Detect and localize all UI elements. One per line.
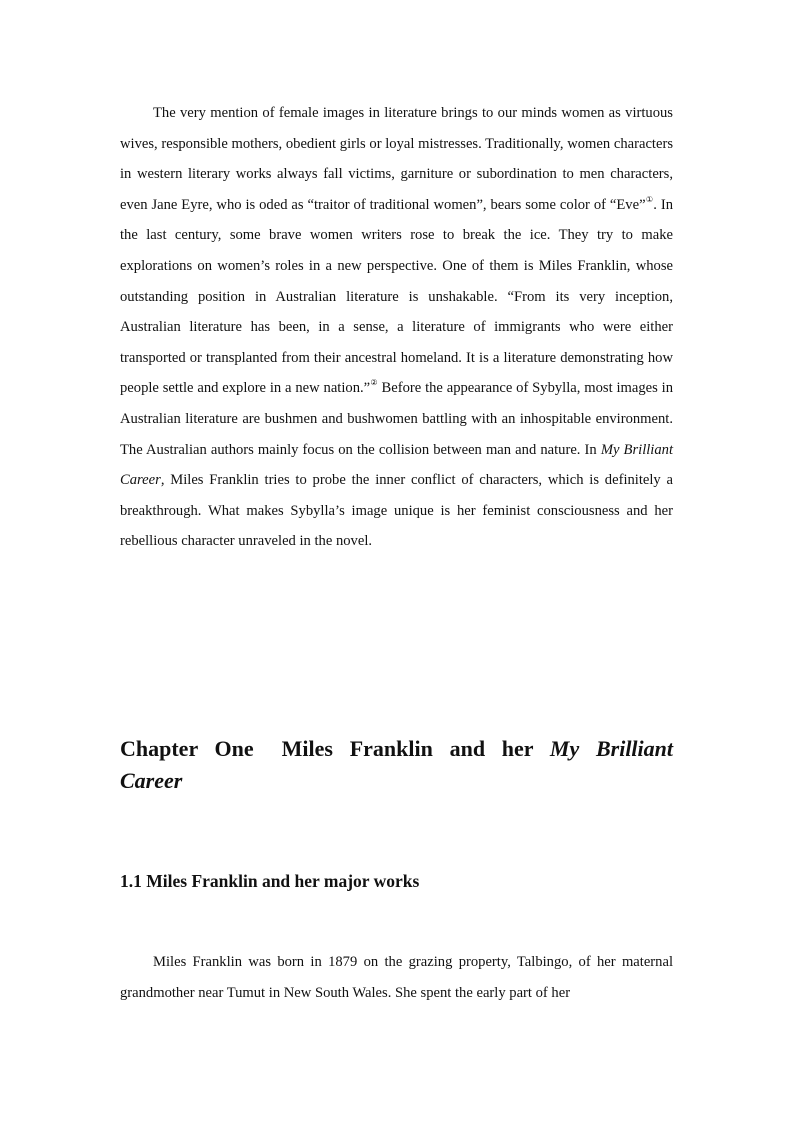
body-block [120,947,673,1008]
intro-text-2: . In the last century, some brave women writers rose to break the ice. They try to make explorations on women’s roles in a new perspective. One of them is Miles Franklin, whose outstanding position in Australian literature is unshakable. “From its very inception, Australian literature has been, in a sense, a literature of immigrants who were either transported or transplanted from their ancestral homeland. It is a literature demonstrating how people settle and explore in a new nation.” [120,196,673,397]
chapter-title-italic: My Brilliant Career [120,736,673,793]
chapter-title: Miles Franklin and her [281,736,550,761]
intro-text-1: The very mention of female images in literature brings to our minds women as virtuous wives, responsible mothers, obedient girls or loyal mistresses. Traditionally, women characters in western literary works always fall victims, garniture or subordination to men characters, even Jane Eyre, who is oded as “traitor of traditional women”, bears some color of “Eve” [120,105,673,213]
intro-block [120,98,673,557]
intro-text-4: , Miles Franklin tries to probe the inner conflict of characters, which is definitely a breakthrough. What makes Sybylla’s image unique is her feminist consciousness and her rebellious character unraveled in the novel. [120,472,673,550]
body-paragraph: Miles Franklin was born in 1879 on the grazing property, Talbingo, of her maternal grandmother near Tumut in New South Wales. She spent the early part of her [120,954,673,1001]
footnote-marker-2[interactable]: ② [370,378,378,388]
chapter-label: Chapter One [120,736,254,761]
section-heading: 1.1 Miles Franklin and her major works [120,871,420,891]
novel-title: My Brilliant Career [120,441,674,489]
chapter-heading [120,733,673,797]
intro-text-3: Before the appearance of Sybylla, most images in Australian literature are bushmen and bushwomen battling with an inhospitable environment. The Australian authors mainly focus on the collision between man and nature. In [120,380,673,458]
footnote-marker-1[interactable]: ① [645,194,654,204]
intro-paragraph [120,98,673,557]
